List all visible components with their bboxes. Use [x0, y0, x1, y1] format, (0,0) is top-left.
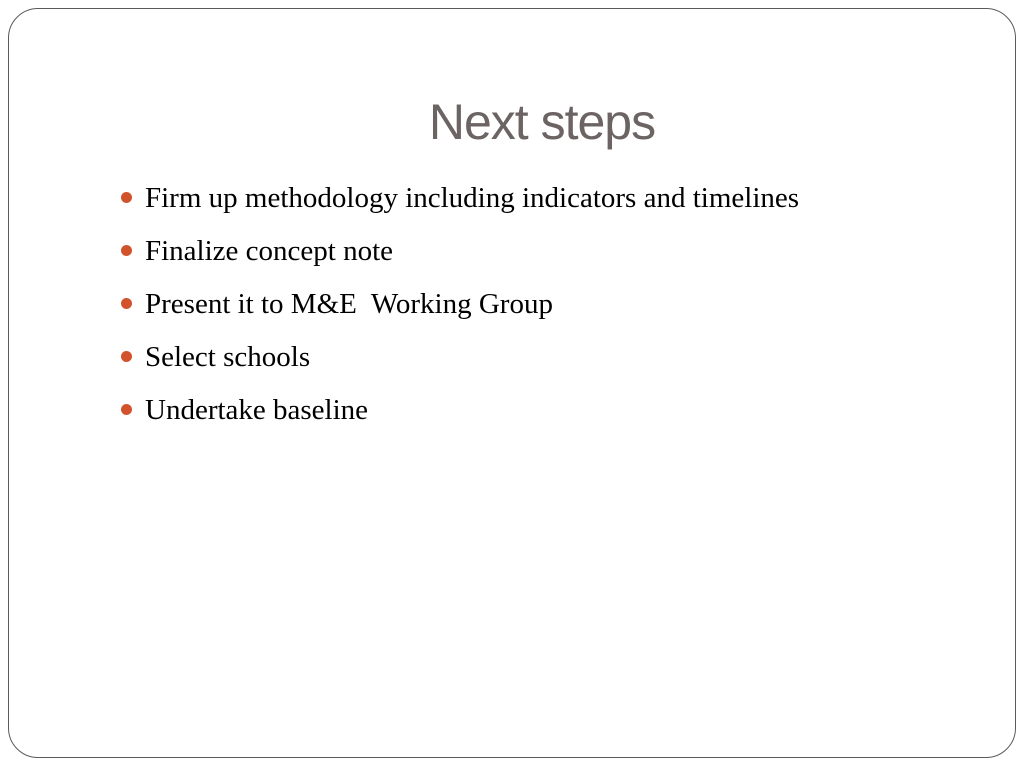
list-item-text: Undertake baseline [145, 394, 369, 426]
bullet-list [113, 174, 799, 439]
list-item [113, 280, 799, 333]
list-item [113, 227, 799, 280]
bullet-dot-icon [121, 298, 132, 309]
list-item [113, 174, 799, 227]
bullet-dot-icon [121, 404, 132, 415]
bullet-dot-icon [121, 351, 132, 362]
list-item [113, 333, 799, 386]
slide [8, 8, 1016, 758]
list-item-text: Firm up methodology including indicators and timelines [145, 182, 800, 214]
slide-title: Next steps [428, 94, 656, 150]
bullet-dot-icon [121, 192, 132, 203]
bullet-dot-icon [121, 245, 132, 256]
list-item [113, 386, 799, 439]
list-item-text: Select schools [145, 341, 311, 373]
list-item-text: Present it to M&E Working Group [145, 288, 553, 320]
list-item-text: Finalize concept note [145, 235, 394, 267]
